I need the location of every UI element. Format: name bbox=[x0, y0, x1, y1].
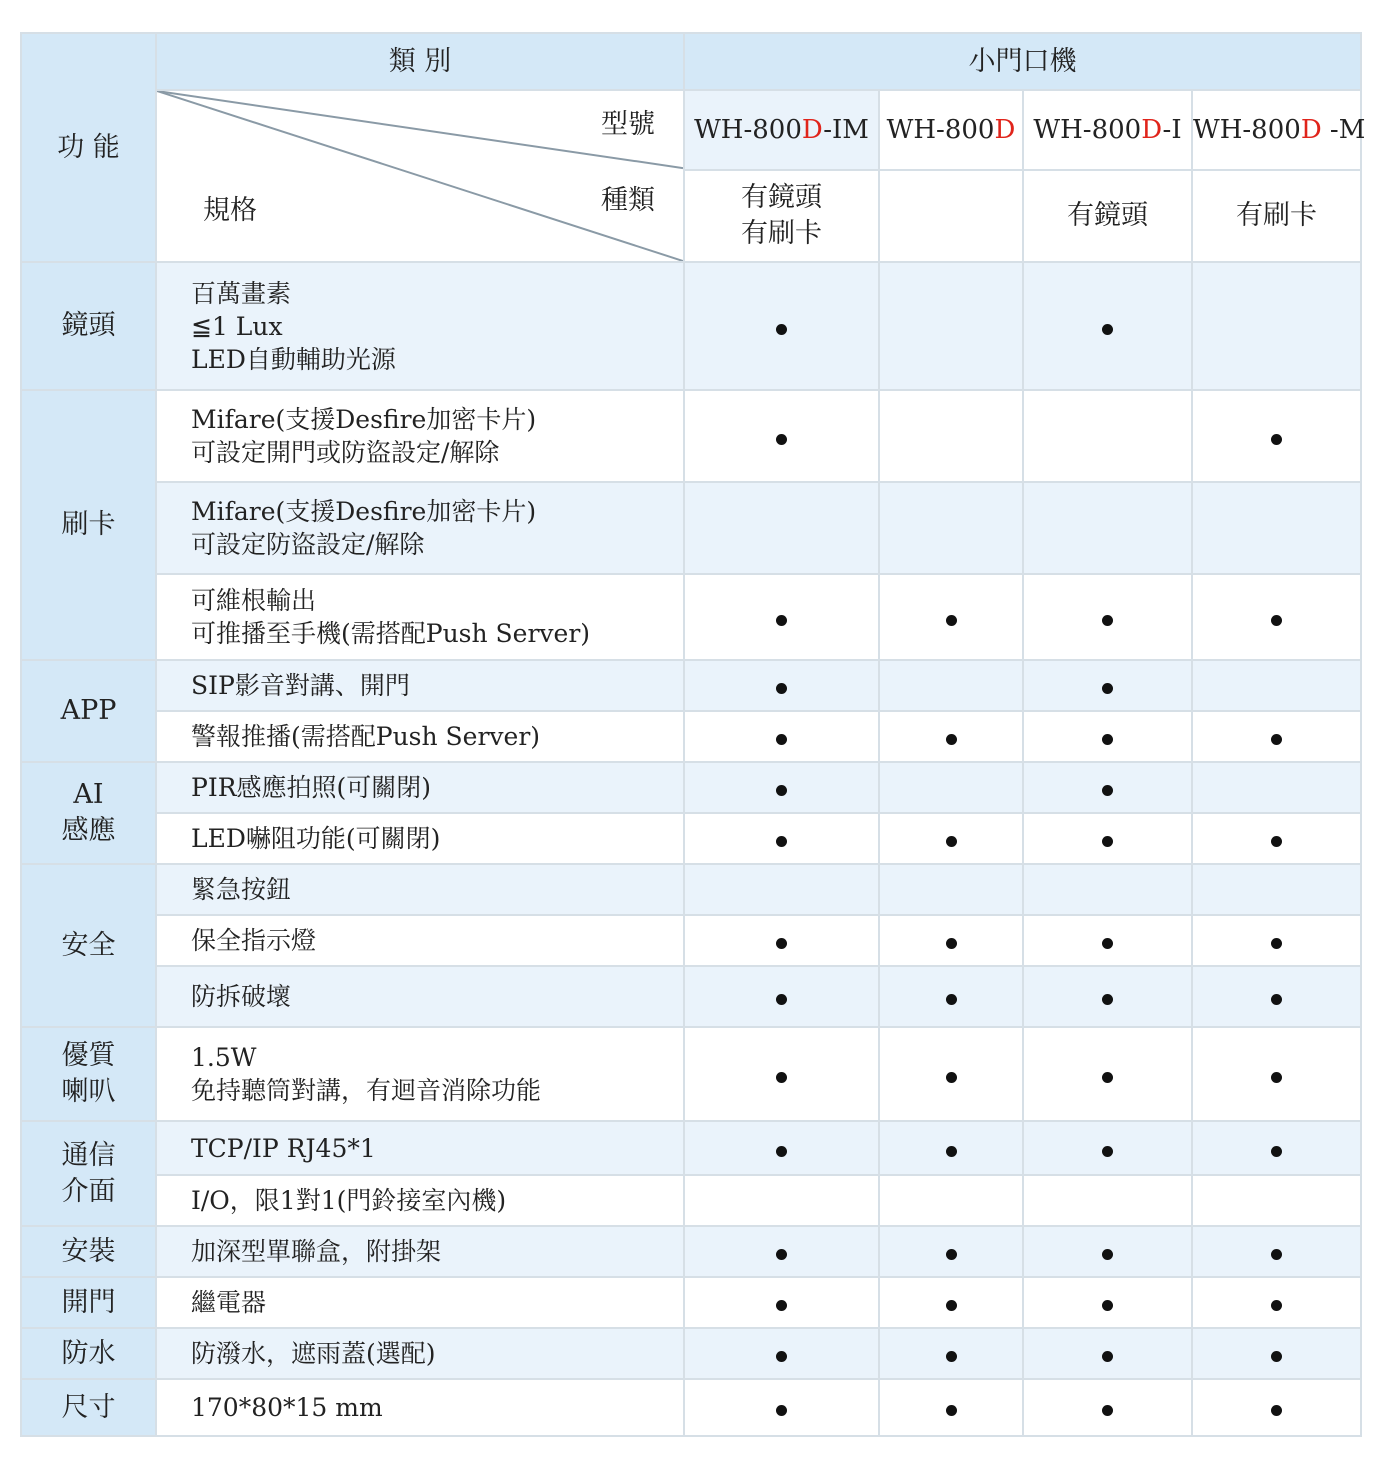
function-group-cell bbox=[21, 262, 156, 390]
function-group-cell bbox=[21, 660, 156, 762]
spec-text: 警報推播(需搭配Push Server) bbox=[191, 722, 541, 751]
support-dot bbox=[1271, 836, 1282, 847]
support-cell bbox=[1192, 390, 1361, 482]
spec-cell bbox=[156, 1175, 684, 1226]
support-cell bbox=[684, 1175, 879, 1226]
support-cell bbox=[1023, 390, 1192, 482]
support-dot bbox=[1102, 1146, 1113, 1157]
support-dot bbox=[946, 1072, 957, 1083]
support-dot bbox=[776, 734, 787, 745]
spec-text: I/O，限1對1(門鈴接室內機) bbox=[191, 1186, 507, 1215]
support-dot bbox=[1271, 1300, 1282, 1311]
function-group-label: 開門 bbox=[61, 1286, 116, 1318]
support-cell bbox=[1192, 1328, 1361, 1379]
support-cell bbox=[684, 762, 879, 813]
support-cell bbox=[879, 966, 1023, 1027]
support-cell bbox=[1023, 1121, 1192, 1175]
function-group-label: 尺寸 bbox=[61, 1391, 116, 1423]
support-cell bbox=[684, 1226, 879, 1277]
spec-text: 保全指示燈 bbox=[191, 926, 317, 955]
function-group-cell bbox=[21, 1226, 156, 1277]
support-dot bbox=[1271, 1249, 1282, 1260]
support-dot bbox=[1102, 1300, 1113, 1311]
spec-text: 可推播至手機(需搭配Push Server) bbox=[191, 619, 591, 648]
model-cell-2: WH-800D-I bbox=[1023, 90, 1192, 170]
support-dot bbox=[776, 938, 787, 949]
spec-cell bbox=[156, 813, 684, 864]
support-cell bbox=[879, 1226, 1023, 1277]
function-group-label: 鏡頭 bbox=[61, 310, 116, 342]
spec-text: 免持聽筒對講，有迴音消除功能 bbox=[191, 1076, 542, 1105]
function-group-label: APP bbox=[60, 695, 117, 727]
spec-text: 可設定防盜設定/解除 bbox=[191, 530, 425, 559]
spec-row bbox=[21, 574, 1361, 660]
support-dot bbox=[776, 1146, 787, 1157]
support-cell bbox=[684, 660, 879, 711]
support-cell bbox=[684, 574, 879, 660]
support-cell bbox=[684, 1277, 879, 1328]
spec-cell bbox=[156, 1027, 684, 1121]
spec-text: 防潑水，遮雨蓋(選配) bbox=[191, 1339, 436, 1368]
spec-row bbox=[21, 262, 1361, 390]
spec-row bbox=[21, 915, 1361, 966]
support-cell bbox=[684, 711, 879, 762]
spec-text: 加深型單聯盒，附掛架 bbox=[191, 1237, 442, 1266]
function-group-cell bbox=[21, 1379, 156, 1436]
support-cell bbox=[1192, 574, 1361, 660]
spec-row bbox=[21, 813, 1361, 864]
support-cell bbox=[1192, 1379, 1361, 1436]
support-cell bbox=[1192, 762, 1361, 813]
spec-cell bbox=[156, 915, 684, 966]
spec-text: 防拆破壞 bbox=[191, 982, 292, 1011]
support-cell bbox=[1192, 864, 1361, 915]
support-cell bbox=[684, 390, 879, 482]
support-dot bbox=[1271, 734, 1282, 745]
spec-cell bbox=[156, 1277, 684, 1328]
type-label: 種類 bbox=[601, 185, 655, 216]
spec-text: SIP影音對講、開門 bbox=[191, 671, 410, 700]
support-cell bbox=[1023, 1175, 1192, 1226]
spec-row bbox=[21, 864, 1361, 915]
model-cell-3: WH-800D -M bbox=[1192, 90, 1361, 170]
spec-cell bbox=[156, 660, 684, 711]
support-cell bbox=[684, 966, 879, 1027]
spec-cell bbox=[156, 1379, 684, 1436]
support-cell bbox=[879, 1121, 1023, 1175]
category-header: 類 別 bbox=[156, 33, 684, 90]
support-cell bbox=[684, 262, 879, 390]
function-group-cell bbox=[21, 390, 156, 660]
support-cell bbox=[1192, 482, 1361, 574]
support-dot bbox=[1102, 994, 1113, 1005]
spec-cell bbox=[156, 574, 684, 660]
support-cell bbox=[1023, 864, 1192, 915]
support-cell bbox=[1192, 915, 1361, 966]
support-dot bbox=[1271, 1146, 1282, 1157]
function-group-label: 介面 bbox=[61, 1175, 116, 1207]
support-cell bbox=[879, 1379, 1023, 1436]
support-dot bbox=[776, 434, 787, 445]
support-cell bbox=[1192, 1175, 1361, 1226]
function-group-label: 防水 bbox=[61, 1337, 116, 1369]
support-dot bbox=[776, 994, 787, 1005]
support-cell bbox=[1023, 1027, 1192, 1121]
support-cell bbox=[1023, 966, 1192, 1027]
support-cell bbox=[684, 864, 879, 915]
spec-row bbox=[21, 1379, 1361, 1436]
support-cell bbox=[1023, 1379, 1192, 1436]
spec-text: 緊急按鈕 bbox=[191, 875, 292, 904]
spec-cell bbox=[156, 711, 684, 762]
spec-row bbox=[21, 1328, 1361, 1379]
support-cell bbox=[1023, 262, 1192, 390]
spec-cell bbox=[156, 262, 684, 390]
function-group-label: 刷卡 bbox=[61, 509, 116, 541]
spec-table bbox=[20, 32, 1366, 1437]
support-cell bbox=[879, 1277, 1023, 1328]
function-group-cell bbox=[21, 762, 156, 864]
support-dot bbox=[946, 1249, 957, 1260]
support-cell bbox=[684, 915, 879, 966]
support-dot bbox=[776, 1351, 787, 1362]
spec-cell bbox=[156, 482, 684, 574]
support-cell bbox=[1192, 1121, 1361, 1175]
model-cell-0: WH-800D-IM bbox=[684, 90, 879, 170]
support-dot bbox=[946, 994, 957, 1005]
support-dot bbox=[1102, 1351, 1113, 1362]
product-header: 小門口機 bbox=[684, 33, 1361, 90]
function-group-cell bbox=[21, 1121, 156, 1226]
support-cell bbox=[1023, 813, 1192, 864]
spec-row bbox=[21, 660, 1361, 711]
spec-cell bbox=[156, 762, 684, 813]
header-row-models bbox=[21, 90, 1361, 170]
support-dot bbox=[946, 1351, 957, 1362]
spec-row bbox=[21, 1121, 1361, 1175]
support-cell bbox=[1192, 711, 1361, 762]
spec-row bbox=[21, 966, 1361, 1027]
support-cell bbox=[879, 915, 1023, 966]
spec-row bbox=[21, 762, 1361, 813]
function-group-label: 安全 bbox=[61, 929, 116, 961]
support-cell bbox=[879, 390, 1023, 482]
spec-text: 可設定開門或防盜設定/解除 bbox=[191, 438, 500, 467]
support-cell bbox=[1023, 1226, 1192, 1277]
spec-table-body bbox=[21, 33, 1366, 1436]
function-group-cell bbox=[21, 864, 156, 1027]
support-dot bbox=[1271, 1405, 1282, 1416]
spec-row bbox=[21, 482, 1361, 574]
model-label: 型號 bbox=[601, 109, 655, 140]
support-dot bbox=[1271, 938, 1282, 949]
function-group-label: 優質 bbox=[61, 1040, 116, 1072]
spec-text: PIR感應拍照(可關閉) bbox=[191, 773, 432, 802]
spec-cell bbox=[156, 1226, 684, 1277]
function-group-label: 感應 bbox=[61, 815, 116, 846]
support-cell bbox=[879, 660, 1023, 711]
support-dot bbox=[1271, 1351, 1282, 1362]
spec-row bbox=[21, 390, 1361, 482]
support-cell bbox=[1192, 1027, 1361, 1121]
function-header: 功 能 bbox=[21, 33, 156, 262]
support-dot bbox=[946, 836, 957, 847]
header-row-top bbox=[21, 33, 1361, 90]
support-cell bbox=[879, 762, 1023, 813]
spec-cell bbox=[156, 966, 684, 1027]
type-cell-0: 有鏡頭 有刷卡 bbox=[684, 170, 879, 262]
support-cell bbox=[1192, 262, 1361, 390]
support-dot bbox=[776, 785, 787, 796]
support-dot bbox=[1102, 1405, 1113, 1416]
support-cell bbox=[1192, 813, 1361, 864]
support-cell bbox=[684, 1379, 879, 1436]
support-dot bbox=[1102, 938, 1113, 949]
support-cell bbox=[1023, 1328, 1192, 1379]
support-dot bbox=[1102, 683, 1113, 694]
spec-row bbox=[21, 1175, 1361, 1226]
support-cell bbox=[879, 864, 1023, 915]
support-cell bbox=[1023, 660, 1192, 711]
support-cell bbox=[1023, 1277, 1192, 1328]
support-dot bbox=[776, 683, 787, 694]
spec-text: 繼電器 bbox=[191, 1288, 267, 1317]
spec-text: 可維根輸出 bbox=[191, 586, 317, 615]
spec-text: 1.5W bbox=[191, 1043, 257, 1072]
support-cell bbox=[684, 813, 879, 864]
spec-row bbox=[21, 1226, 1361, 1277]
spec-row bbox=[21, 711, 1361, 762]
function-group-cell bbox=[21, 1328, 156, 1379]
support-dot bbox=[776, 615, 787, 626]
function-group-label: 喇叭 bbox=[61, 1076, 116, 1107]
support-cell bbox=[1192, 966, 1361, 1027]
support-cell bbox=[879, 711, 1023, 762]
spec-label: 規格 bbox=[203, 195, 257, 226]
support-cell bbox=[879, 1328, 1023, 1379]
support-dot bbox=[776, 1300, 787, 1311]
support-dot bbox=[946, 615, 957, 626]
support-dot bbox=[946, 1300, 957, 1311]
spec-text: Mifare(支援Desfire加密卡片) bbox=[191, 497, 537, 526]
support-cell bbox=[1192, 1226, 1361, 1277]
support-dot bbox=[1271, 994, 1282, 1005]
support-dot bbox=[946, 1146, 957, 1157]
spec-cell bbox=[156, 1121, 684, 1175]
spec-row bbox=[21, 1277, 1361, 1328]
support-dot bbox=[1102, 324, 1113, 335]
spec-text: LED自動輔助光源 bbox=[191, 344, 396, 374]
type-cell-2: 有鏡頭 bbox=[1023, 170, 1192, 262]
support-cell bbox=[1023, 762, 1192, 813]
support-cell bbox=[879, 574, 1023, 660]
support-dot bbox=[776, 324, 787, 335]
support-dot bbox=[1102, 734, 1113, 745]
support-cell bbox=[1023, 711, 1192, 762]
type-cell-3: 有刷卡 bbox=[1192, 170, 1361, 262]
support-dot bbox=[1271, 615, 1282, 626]
function-group-label: 安裝 bbox=[61, 1235, 116, 1267]
support-dot bbox=[1271, 434, 1282, 445]
function-group-cell bbox=[21, 1027, 156, 1121]
function-group-label: AI bbox=[73, 779, 104, 811]
type-cell-1 bbox=[879, 170, 1023, 262]
support-dot bbox=[1271, 1072, 1282, 1083]
spec-text: Mifare(支援Desfire加密卡片) bbox=[191, 405, 537, 434]
support-cell bbox=[879, 813, 1023, 864]
support-cell bbox=[879, 262, 1023, 390]
support-dot bbox=[1102, 1249, 1113, 1260]
support-dot bbox=[776, 836, 787, 847]
support-dot bbox=[776, 1405, 787, 1416]
support-cell bbox=[1023, 915, 1192, 966]
spec-text: 百萬畫素 bbox=[191, 278, 292, 308]
spec-row bbox=[21, 1027, 1361, 1121]
support-dot bbox=[946, 1405, 957, 1416]
spec-text: ≦1 Lux bbox=[191, 311, 283, 341]
support-dot bbox=[1102, 615, 1113, 626]
support-cell bbox=[879, 482, 1023, 574]
support-cell bbox=[1023, 574, 1192, 660]
spec-cell bbox=[156, 1328, 684, 1379]
spec-text: TCP/IP RJ45*1 bbox=[191, 1133, 376, 1163]
support-dot bbox=[1102, 836, 1113, 847]
support-cell bbox=[1192, 1277, 1361, 1328]
support-cell bbox=[879, 1175, 1023, 1226]
support-cell bbox=[684, 1328, 879, 1379]
spec-text: 170*80*15 mm bbox=[191, 1393, 383, 1422]
support-cell bbox=[879, 1027, 1023, 1121]
support-dot bbox=[1102, 1072, 1113, 1083]
spec-text: LED嚇阻功能(可關閉) bbox=[191, 824, 441, 853]
support-dot bbox=[946, 938, 957, 949]
support-cell bbox=[1023, 482, 1192, 574]
support-dot bbox=[776, 1072, 787, 1083]
support-cell bbox=[1192, 660, 1361, 711]
support-dot bbox=[776, 1249, 787, 1260]
support-dot bbox=[1102, 785, 1113, 796]
support-cell bbox=[684, 482, 879, 574]
function-group-cell bbox=[21, 1277, 156, 1328]
support-cell bbox=[684, 1027, 879, 1121]
spec-cell bbox=[156, 390, 684, 482]
function-group-label: 通信 bbox=[61, 1139, 116, 1171]
diagonal-header-cell bbox=[156, 90, 684, 262]
support-dot bbox=[946, 734, 957, 745]
support-cell bbox=[684, 1121, 879, 1175]
spec-cell bbox=[156, 864, 684, 915]
model-cell-1: WH-800D bbox=[879, 90, 1023, 170]
